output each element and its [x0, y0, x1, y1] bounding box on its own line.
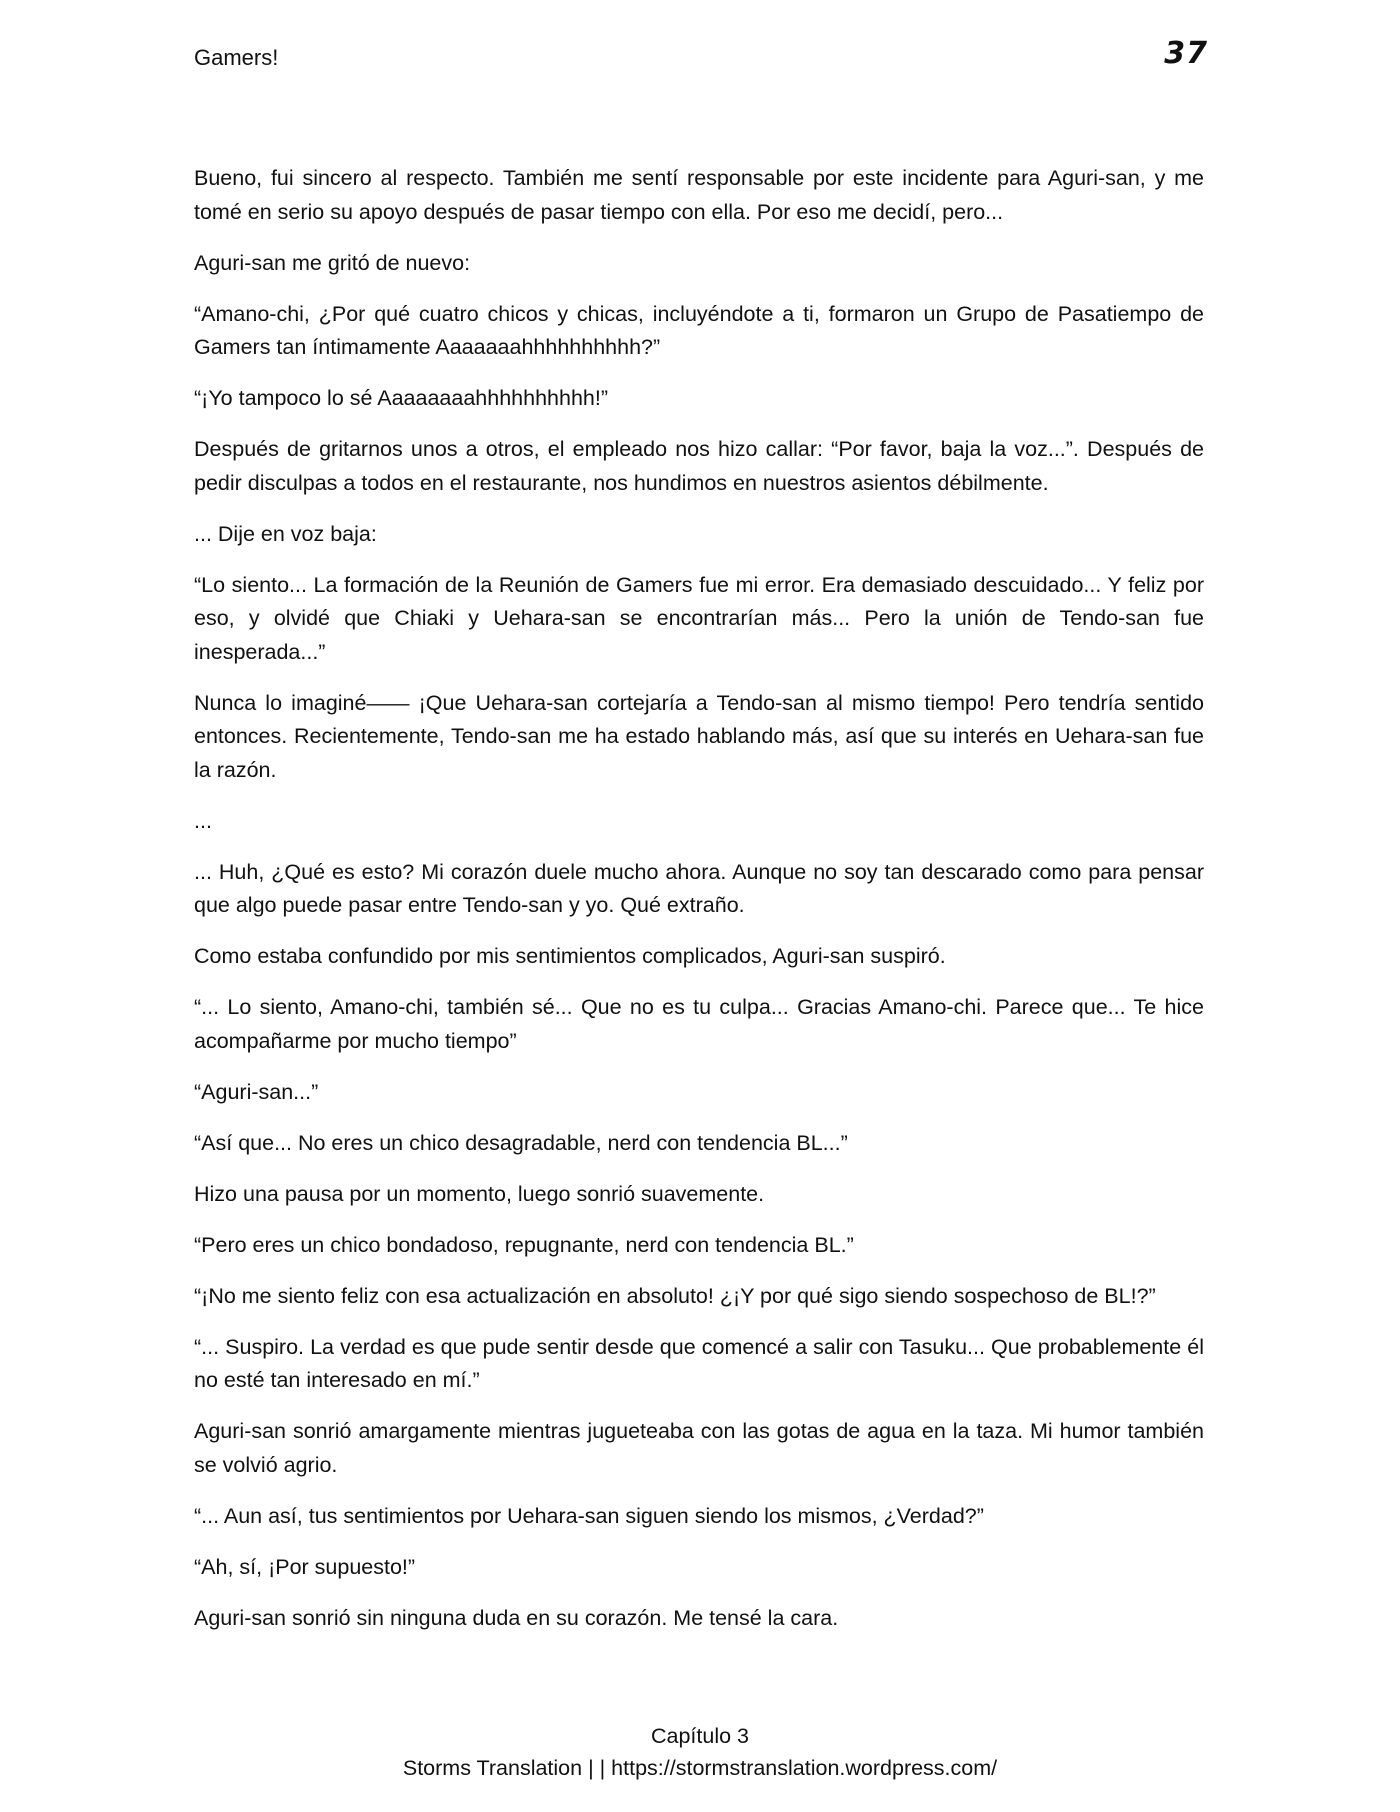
paragraph: “... Lo siento, Amano-chi, también sé... Que no es tu culpa... Gracias Amano-chi. Parece que... Te hice acompañarme por mucho tiempo”	[194, 995, 1204, 1053]
paragraph: Aguri-san sonrió amargamente mientras jugueteaba con las gotas de agua en la taza. Mi humor también se volvió agrio.	[194, 1419, 1204, 1477]
page-footer	[0, 1720, 1400, 1784]
footer-credit: Storms Translation | | https://stormstranslation.wordpress.com/	[402, 1756, 998, 1780]
paragraph: ... Huh, ¿Qué es esto? Mi corazón duele mucho ahora. Aunque no soy tan descarado como para pensar que algo puede pasar entre Tendo-san y yo. Qué extraño.	[194, 859, 1204, 917]
paragraph: “Ah, sí, ¡Por supuesto!”	[194, 1554, 416, 1579]
paragraph: “Amano-chi, ¿Por qué cuatro chicos y chicas, incluyéndote a ti, formaron un Grupo de Pasatiempo de Gamers tan íntimamente Aaaaaaahhhhhhhhhh?”	[194, 301, 1204, 359]
paragraph: “... Aun así, tus sentimientos por Uehara-san siguen siendo los mismos, ¿Verdad?”	[194, 1503, 984, 1528]
paragraph: Después de gritarnos unos a otros, el empleado nos hizo callar: “Por favor, baja la voz...”. Después de pedir disculpas a todos en el restaurante, nos hundimos en nuestros asientos débilmente.	[194, 437, 1204, 495]
header-title: Gamers!	[194, 45, 279, 70]
paragraph: “Aguri-san...”	[194, 1079, 319, 1104]
paragraph: “... Suspiro. La verdad es que pude sentir desde que comencé a salir con Tasuku... Que probablemente él no esté tan interesado en mí.”	[194, 1334, 1204, 1392]
paragraph: Nunca lo imaginé—— ¡Que Uehara-san cortejaría a Tendo-san al mismo tiempo! Pero tendría sentido entonces. Recientemente, Tendo-san me ha estado hablando más, así que su interés en Uehara-san fue la razón.	[194, 690, 1204, 782]
paragraph: ...	[194, 808, 212, 833]
paragraph: “¡Yo tampoco lo sé Aaaaaaaahhhhhhhhhh!”	[194, 386, 609, 410]
paragraph: “Pero eres un chico bondadoso, repugnante, nerd con tendencia BL.”	[194, 1232, 854, 1257]
paragraph: Aguri-san sonrió sin ninguna duda en su corazón. Me tensé la cara.	[194, 1605, 839, 1630]
paragraph: “Así que... No eres un chico desagradable, nerd con tendencia BL...”	[194, 1130, 848, 1155]
footer-chapter: Capítulo 3	[650, 1724, 749, 1748]
paragraph: Aguri-san me gritó de nuevo:	[194, 250, 471, 275]
paragraph: Como estaba confundido por mis sentimientos complicados, Aguri-san suspiró.	[194, 944, 946, 968]
paragraph: Bueno, fui sincero al respecto. También me sentí responsable por este incidente para Aguri-san, y me tomé en serio su apoyo después de pasar tiempo con ella. Por eso me decidí, pero...	[194, 166, 1204, 224]
page-number: 37	[1164, 36, 1208, 71]
paragraph: Hizo una pausa por un momento, luego sonrió suavemente.	[194, 1181, 765, 1206]
paragraph: “¡No me siento feliz con esa actualización en absoluto! ¿¡Y por qué sigo siendo sospechoso de BL!?”	[194, 1283, 1156, 1308]
paragraph: ... Dije en voz baja:	[194, 521, 377, 546]
paragraph: “Lo siento... La formación de la Reunión de Gamers fue mi error. Era demasiado descuidado... Y feliz por eso, y olvidé que Chiaki y Uehara-san se encontrarían más... Pero la unión de Tendo-san fue inesperada...”	[194, 572, 1204, 664]
body-text	[194, 162, 1204, 1635]
